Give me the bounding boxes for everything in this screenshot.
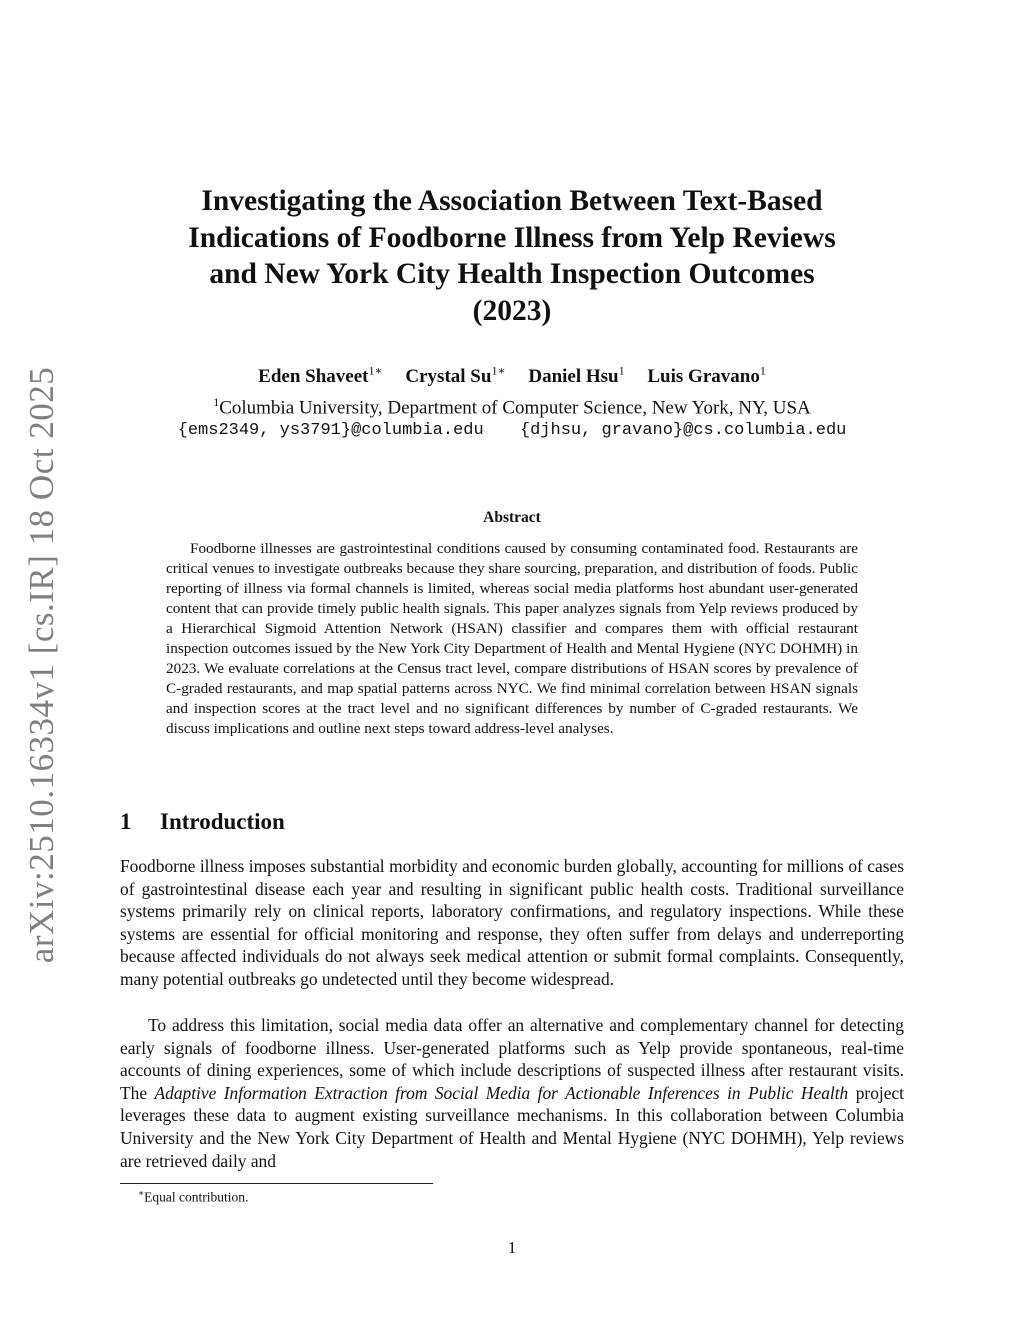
email-link[interactable]: {ems2349, ys3791}@columbia.edu — [177, 421, 484, 440]
project-title-italic: Adaptive Information Extraction from Social Media for Actionable Inferences in Public Health — [154, 1082, 849, 1103]
author-mark: 1∗ — [491, 364, 506, 378]
arxiv-identifier: arXiv:2510.16334v1 [cs.IR] 18 Oct 2025 — [22, 366, 62, 964]
arxiv-stamp — [12, 366, 72, 964]
section-title: Introduction — [160, 809, 285, 834]
affiliation-text: Columbia University, Department of Computer Science, New York, NY, USA — [219, 397, 811, 419]
paragraph-text: project leverages these data to augment existing surveillance mechanisms. In this collaboration between Columbia University and the New York City Department of Health and Mental Hygiene (NYC DOHMH), Yelp reviews are retrieved daily and — [120, 1082, 904, 1171]
author-name: Crystal Su — [405, 366, 492, 388]
author-mark: 1 — [618, 364, 625, 378]
section-number: 1 — [120, 809, 132, 834]
author-mark: 1 — [759, 364, 766, 378]
title-line: Indications of Foodborne Illness from Yelp Reviews — [188, 221, 836, 254]
email-link[interactable]: {djhsu, gravano}@cs.columbia.edu — [519, 421, 847, 440]
author-emails — [120, 421, 904, 440]
page-number: 1 — [507, 1238, 517, 1257]
footnote-rule — [120, 1183, 433, 1184]
author-name: Luis Gravano — [647, 366, 760, 388]
title-line: Investigating the Association Between Text-Based — [201, 185, 823, 217]
body-paragraph: Foodborne illness imposes substantial morbidity and economic burden globally, accounting for millions of cases of gastrointestinal disease each year and resulting in significant public health costs. Traditional surveillance systems primarily rely on clinical reports, laboratory confirmations, and regulatory inspections. While these systems are essential for official monitoring and response, they often suffer from delays and underreporting because affected individuals do not always seek medical attention or submit formal complaints. Consequently, many potential outbreaks go undetected until they become widespread. — [120, 856, 904, 989]
title-line: (2023) — [472, 294, 552, 327]
abstract-text: Foodborne illnesses are gastrointestinal conditions caused by consuming contaminated food. Restaurants are critical venues to investigate outbreaks because they share sourcing, preparation, and distribution of foods. Public reporting of illness via formal channels is limited, whereas social media platforms host abundant user-generated content that can provide timely public health signals. This paper analyzes signals from Yelp reviews produced by a Hierarchical Sigmoid Attention Network (HSAN) classifier and compares them with official restaurant inspection outcomes issued by the New York City Department of Health and Mental Hygiene (NYC DOHMH) in 2023. We evaluate correlations at the Census tract level, compare distributions of HSAN scores by prevalence of C-graded restaurants, and map spatial patterns across NYC. We find minimal correlation between HSAN signals and inspection scores at the tract level and no significant differences by number of C-graded restaurants. We discuss implications and outline next steps toward address-level analyses. — [166, 540, 858, 737]
author — [258, 366, 382, 387]
section-heading — [120, 809, 285, 835]
author-mark: 1∗ — [368, 364, 383, 378]
author — [405, 366, 505, 387]
footnote-text: Equal contribution. — [144, 1189, 249, 1205]
paper-title — [120, 183, 904, 329]
affiliation — [120, 395, 904, 419]
title-line: and New York City Health Inspection Outcomes — [209, 258, 815, 291]
paragraph-text: To address this limitation, social media data offer an alternative and complementary channel for detecting early signals of foodborne illness. User-generated platforms such as Yelp provide spontaneous, real-time accounts of dining experiences, some of which include descriptions of suspected illness after restaurant visits. The — [120, 1015, 904, 1103]
abstract-heading: Abstract — [483, 509, 541, 526]
author — [647, 366, 765, 387]
footnote-mark: ∗ — [138, 1188, 145, 1198]
author-name: Daniel Hsu — [528, 366, 619, 388]
footnote — [138, 1188, 248, 1206]
author-name: Eden Shaveet — [258, 366, 369, 388]
body-paragraph — [120, 1014, 904, 1172]
author — [528, 366, 624, 387]
author-list — [120, 364, 904, 388]
affiliation-mark: 1 — [213, 395, 220, 409]
